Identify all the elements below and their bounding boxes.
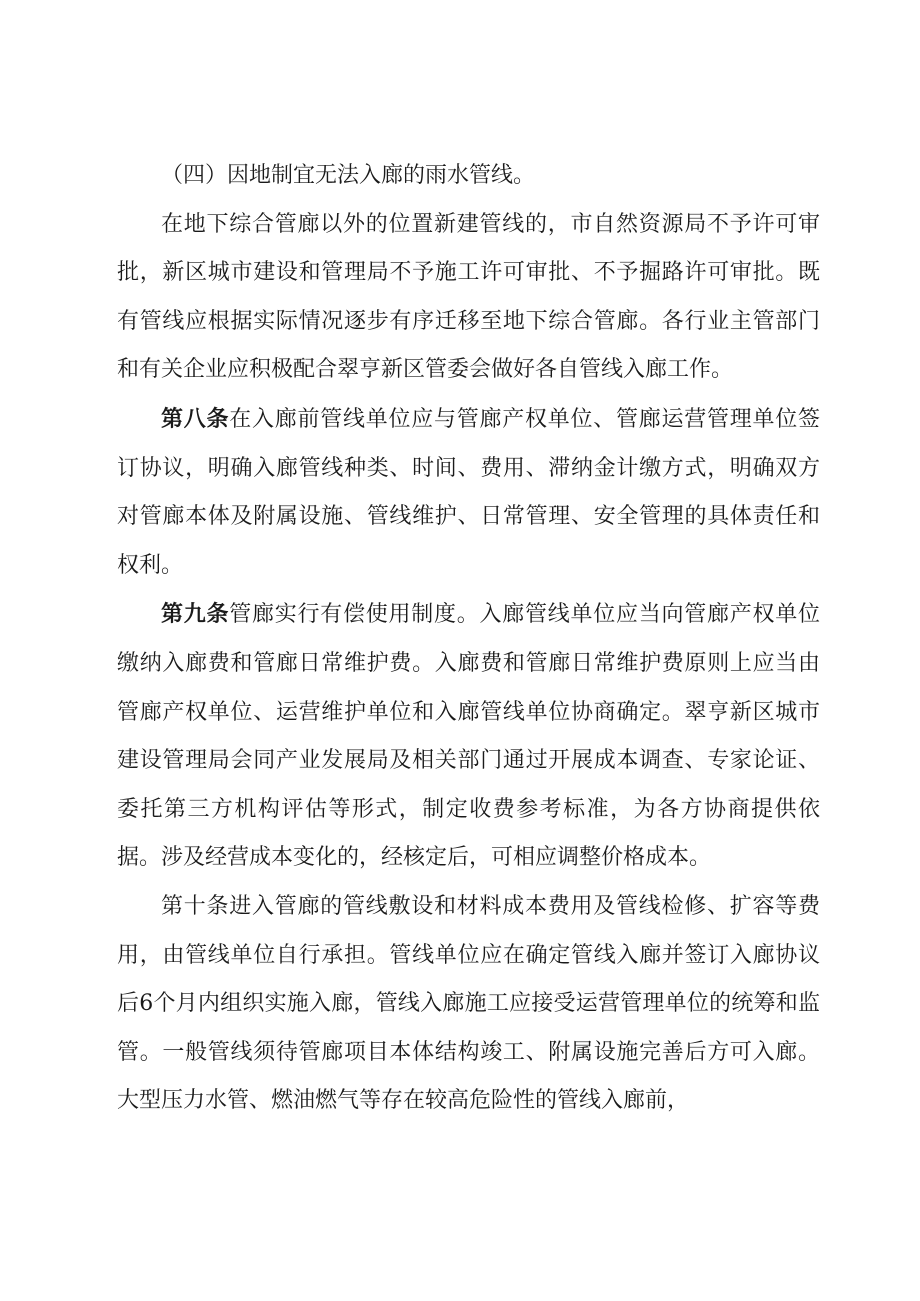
article-heading: 第九条 [161, 601, 230, 628]
paragraph-text: 在地下综合管廊以外的位置新建管线的，市自然资源局不予许可审批，新区城市建设和管理局不予施工许可审批、不予掘路许可审批。既有管线应根据实际情况逐步有序迁移至地下综合管廊。各行业主管部门和有关企业应积极配合翠亨新区管委会做好各自管线入廊工作。 [117, 211, 820, 383]
document-body [117, 152, 820, 1126]
paragraph-new-pipeline-approval [117, 201, 820, 395]
paragraph-text: 第十条进入管廊的管线敷设和材料成本费用及管线检修、扩容等费用，由管线单位自行承担。管线单位应在确定管线入廊并签订入廊协议后6个月内组织实施入廊，管线入廊施工应接受运营管理单位的统筹和监管。一般管线须待管廊项目本体结构竣工、附属设施完善后方可入廊。大型压力水管、燃油燃气等存在较高危险性的管线入廊前， [117, 893, 820, 1114]
paragraph-article-10 [117, 883, 820, 1126]
article-heading: 第八条 [161, 405, 230, 432]
paragraph-item-4-rainwater [117, 152, 820, 201]
paragraph-text: （四）因地制宜无法入廊的雨水管线。 [161, 163, 536, 188]
paragraph-article-9 [117, 590, 820, 883]
paragraph-article-8 [117, 395, 820, 590]
paragraph-text: 管廊实行有偿使用制度。入廊管线单位应当向管廊产权单位缴纳入廊费和管廊日常维护费。入廊费和管廊日常维护费原则上应当由管廊产权单位、运营维护单位和入廊管线单位协商确定。翠亨新区城市建设管理局会同产业发展局及相关部门通过开展成本调查、专家论证、委托第三方机构评估等形式，制定收费参考标准，为各方协商提供依据。涉及经营成本变化的，经核定后，可相应调整价格成本。 [117, 602, 820, 871]
paragraph-text: 在入廊前管线单位应与管廊产权单位、管廊运营管理单位签订协议，明确入廊管线种类、时间、费用、滞纳金计缴方式，明确双方对管廊本体及附属设施、管线维护、日常管理、安全管理的具体责任和权利。 [117, 406, 820, 578]
